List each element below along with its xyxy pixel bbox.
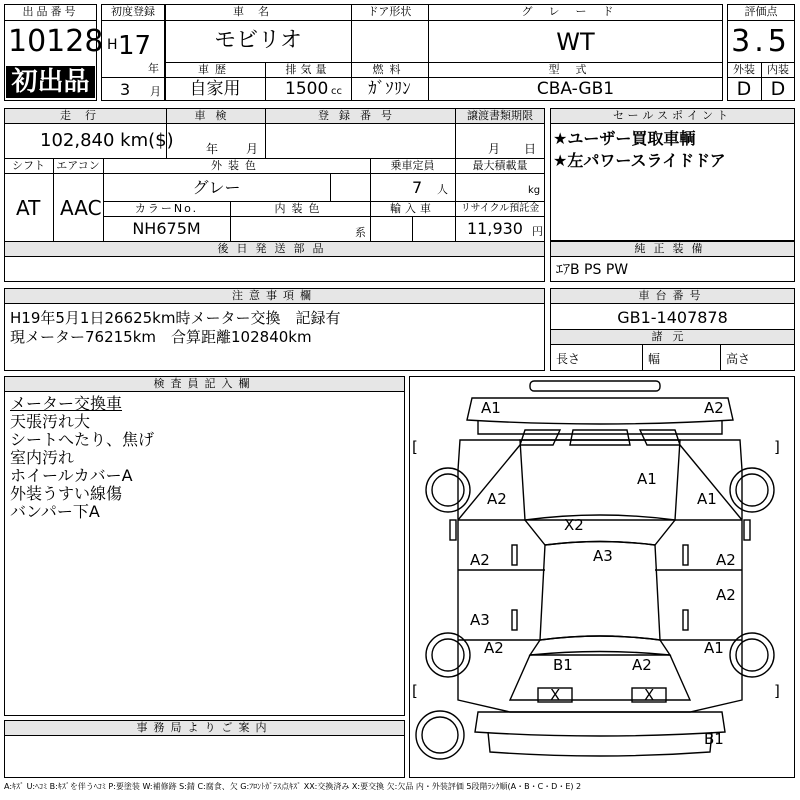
max-load-label: 最大積載量 [472, 159, 528, 172]
transfer-day-unit: 日 [524, 142, 537, 156]
aircon: AAC [60, 196, 102, 220]
grade: WT [556, 28, 595, 56]
inspector-line-4: 室内汚れ [10, 448, 75, 467]
damage-front-right: A2 [704, 399, 724, 417]
damage-rear-door-left: A3 [470, 611, 490, 629]
damage-fender-right: A1 [697, 490, 717, 508]
shift-label: シフト [12, 159, 45, 172]
reg-no-label: 登録番号 [318, 109, 402, 122]
color-no: NH675M [132, 219, 201, 238]
bracket-left-bottom: [ [412, 682, 418, 700]
bracket-left-top: [ [412, 438, 418, 456]
fuel-label: 燃料 [372, 63, 407, 76]
lot-number: 10128 [8, 24, 104, 59]
color-no-label: カラーNo. [134, 202, 199, 215]
recycle-label: リサイクル預託金 [460, 203, 540, 214]
model: CBA-GB1 [536, 79, 615, 99]
damage-lamp-left: X [550, 686, 561, 704]
exterior-grade: D [736, 78, 752, 100]
int-color-label: 内装色 [274, 202, 326, 215]
fuel: ｶﾞｿﾘﾝ [368, 79, 411, 99]
damage-rear-bumper: B1 [704, 730, 724, 748]
transfer-month-unit: 月 [488, 142, 501, 156]
capacity-unit: 人 [437, 183, 448, 196]
score-label: 評価点 [744, 5, 778, 18]
damage-rear-door-right: A2 [716, 586, 736, 604]
damage-front-door-left: A2 [470, 551, 490, 569]
equipment-label: 純正装備 [634, 242, 711, 255]
height-label: 高さ [726, 352, 751, 366]
bracket-right-top: ] [774, 438, 780, 456]
inspector-line-2: 天張汚れ大 [10, 412, 91, 431]
damage-fender-left: A2 [487, 490, 507, 508]
year-unit: 年 [148, 62, 159, 75]
max-load-unit: kg [528, 185, 541, 196]
lot-number-label: 出品番号 [22, 5, 79, 18]
parts-label: 後日発送部品 [217, 242, 332, 255]
score: 3.5 [731, 24, 791, 59]
sales-point-2: ★左パワースライドドア [553, 151, 726, 170]
inspector-line-6: 外装うすい線傷 [10, 484, 123, 503]
shift: AT [16, 196, 41, 220]
first-reg-year: 17 [118, 31, 152, 61]
inspector-line-1: メーター交換車 [10, 394, 123, 413]
ext-color: グレー [192, 178, 241, 197]
inspection-month-unit: 月 [246, 142, 259, 156]
mileage: 102,840 km($) [40, 130, 174, 151]
history-label: 車歴 [198, 63, 232, 76]
damage-rear-left: B1 [553, 656, 573, 674]
era-letter: H [107, 37, 118, 53]
capacity: 7 [412, 178, 423, 197]
displacement: 1500 [285, 79, 329, 99]
ext-color-label: 外装色 [211, 159, 262, 172]
interior-grade: D [770, 78, 786, 100]
damage-front-left: A1 [481, 399, 501, 417]
inspection-label: 車検 [194, 109, 237, 122]
damage-hood: A1 [637, 470, 657, 488]
displacement-label: 排気量 [285, 63, 331, 76]
transfer-deadline-label: 譲渡書類期限 [467, 109, 533, 122]
width-label: 幅 [648, 352, 661, 366]
displacement-unit: cc [331, 86, 342, 97]
recycle-unit: 円 [532, 225, 543, 238]
bracket-right-bottom: ] [774, 682, 780, 700]
recycle-amount: 11,930 [467, 219, 523, 238]
inspector-line-5: ホイールカバーA [10, 466, 133, 485]
history: 自家用 [189, 79, 241, 99]
inspector-label: 検査員記入欄 [153, 377, 256, 390]
sales-point-1: ★ユーザー買取車輌 [553, 129, 696, 148]
month-unit: 月 [150, 85, 161, 98]
notes-line-1: H19年5月1日26625km時メーター交換 記録有 [10, 309, 341, 327]
length-label: 長さ [556, 352, 581, 366]
legend: A:ｷｽﾞ U:ﾍｺﾐ B:ｷｽﾞを伴うﾍｺﾐ P:要塗装 W:補修跡 S:錆 C:腐食、欠 G:ﾌﾛﾝﾄｶﾞﾗｽ点ｷｽﾞ XX:交換済み X:要交換 欠:欠品 内・外装評価 5段階ﾗﾝｸ順(A・B・C・D・E) 2 [4, 782, 582, 791]
grade-label: グレード [521, 5, 630, 18]
notes-line-2: 現メーター76215km 合算距離102840km [10, 328, 312, 346]
door-label: ドア形状 [367, 5, 412, 18]
chassis-label: 車台番号 [638, 289, 707, 302]
inspector-line-7: バンパー下A [10, 502, 100, 521]
inspector-line-3: シートへたり、焦げ [10, 430, 155, 449]
spec-label: 諸元 [651, 330, 694, 343]
office-label: 事務局よりご案内 [136, 721, 273, 734]
damage-windshield: X2 [564, 516, 584, 534]
equipment-value: ｴｱB PS PW [556, 262, 629, 278]
damage-lamp-right: X [644, 686, 655, 704]
model-label: 型式 [548, 63, 603, 76]
int-color-suffix: 系 [355, 226, 366, 239]
car-name: モビリオ [214, 28, 302, 53]
aircon-label: エアコン [56, 159, 100, 172]
damage-rear-right: A2 [632, 656, 652, 674]
damage-front-door-right: A2 [716, 551, 736, 569]
damage-quarter-right: A1 [704, 639, 724, 657]
damage-quarter-left: A2 [484, 639, 504, 657]
import-label: 輸入車 [390, 202, 435, 215]
first-reg-month: 3 [120, 80, 131, 99]
first-listing-badge: 初出品 [6, 66, 95, 98]
notes-label: 注意事項欄 [232, 289, 317, 302]
inspection-year-unit: 年 [206, 142, 219, 156]
first-reg-label: 初度登録 [111, 5, 155, 18]
capacity-label: 乗車定員 [390, 159, 435, 172]
damage-roof: A3 [593, 547, 613, 565]
car-name-label: 車名 [233, 5, 283, 18]
exterior-label: 外装 [733, 63, 755, 76]
sales-points-label: セールスポイント [612, 109, 732, 122]
mileage-label: 走行 [60, 109, 110, 122]
chassis-number: GB1-1407878 [617, 308, 728, 327]
interior-label: 内装 [767, 63, 789, 76]
